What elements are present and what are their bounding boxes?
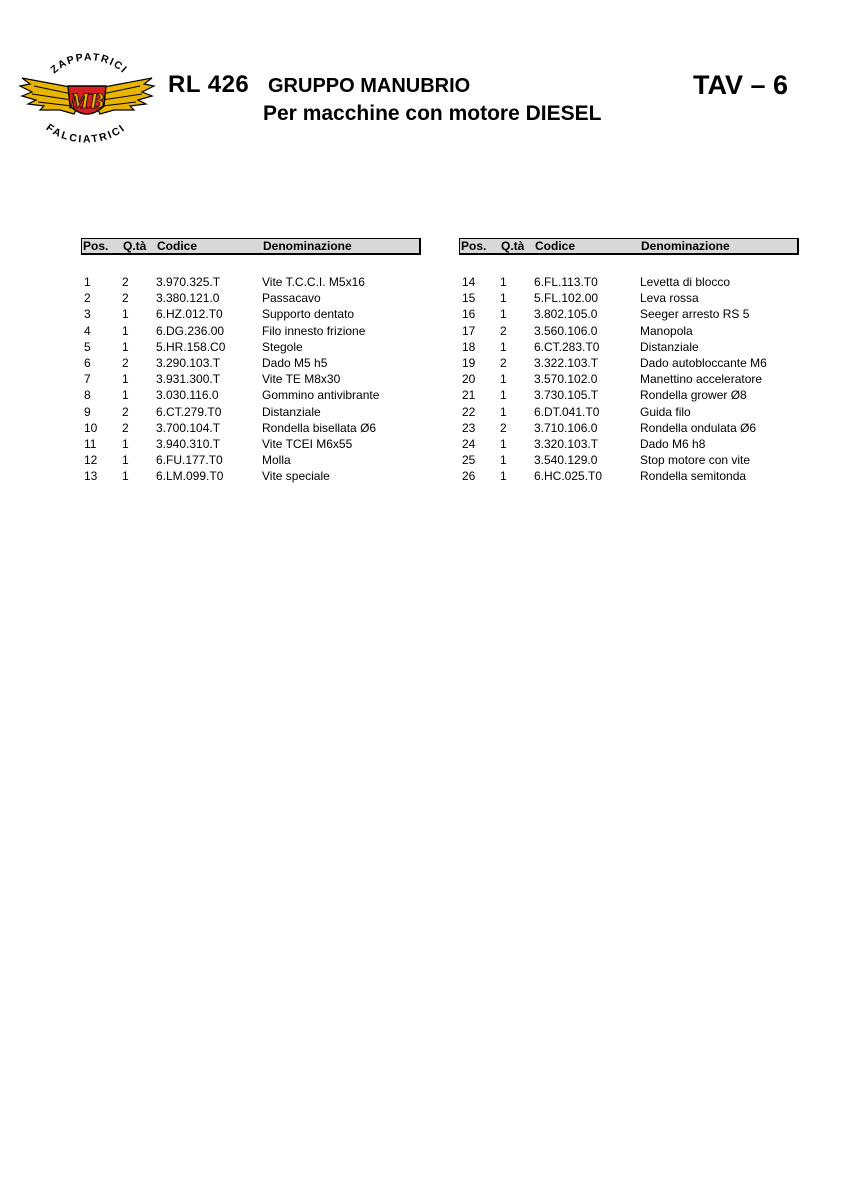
cell-codice: 3.380.121.0: [156, 291, 220, 306]
cell-codice: 6.HC.025.T0: [534, 469, 603, 484]
cell-pos: 23: [462, 420, 476, 435]
cell-pos: 6: [84, 355, 91, 370]
cell-qta: 1: [500, 388, 507, 403]
table-row: [459, 404, 799, 420]
cell-codice: 6.LM.099.T0: [156, 469, 224, 484]
col-pos: Pos.: [83, 239, 109, 253]
cell-qta: 1: [122, 339, 129, 354]
cell-pos: 14: [462, 275, 476, 289]
cell-codice: 3.710.106.0: [534, 420, 598, 435]
cell-denominazione: Dado M6 h8: [640, 436, 706, 451]
cell-qta: 1: [500, 469, 507, 484]
cell-codice: 3.970.325.T: [156, 275, 221, 289]
cell-denominazione: Stop motore con vite: [640, 453, 751, 468]
cell-pos: 16: [462, 307, 476, 322]
cell-pos: 20: [462, 372, 476, 387]
cell-qta: 1: [122, 372, 129, 387]
cell-qta: 1: [500, 339, 507, 354]
table-row: [459, 468, 799, 484]
cell-denominazione: Vite TCEI M6x55: [262, 436, 353, 451]
cell-denominazione: Filo innesto frizione: [262, 323, 366, 338]
cell-qta: 1: [500, 291, 507, 306]
cell-pos: 9: [84, 404, 91, 419]
svg-text:FALCIATRICI: [44, 122, 128, 146]
cell-pos: 1: [84, 275, 91, 289]
cell-pos: 7: [84, 372, 91, 387]
cell-codice: 3.290.103.T: [156, 355, 221, 370]
cell-qta: 1: [122, 307, 129, 322]
table-row: [81, 452, 421, 468]
subtitle: Per macchine con motore DIESEL: [263, 102, 602, 125]
cell-denominazione: Passacavo: [262, 291, 321, 306]
col-qta: Q.tà: [501, 239, 525, 253]
table-row: [459, 436, 799, 452]
cell-codice: 3.931.300.T: [156, 372, 221, 387]
table-row: [81, 306, 421, 322]
cell-pos: 5: [84, 339, 91, 354]
cell-denominazione: Dado autobloccante M6: [640, 355, 767, 370]
cell-denominazione: Distanziale: [640, 339, 699, 354]
cell-codice: 6.FL.113.T0: [534, 275, 598, 289]
table-row: [81, 290, 421, 306]
cell-codice: 5.HR.158.C0: [156, 339, 226, 354]
table-row: [81, 436, 421, 452]
cell-codice: 3.540.129.0: [534, 453, 598, 468]
logo-bottom-text: FALCIATRICI: [43, 121, 129, 146]
cell-codice: 6.DT.041.T0: [534, 404, 600, 419]
cell-qta: 2: [122, 420, 129, 435]
cell-pos: 26: [462, 469, 476, 484]
table-row: [459, 339, 799, 355]
table-row: [81, 468, 421, 484]
table-header: [459, 238, 799, 255]
cell-pos: 11: [84, 436, 97, 451]
cell-codice: 3.320.103.T: [534, 436, 599, 451]
table-body: [81, 274, 421, 484]
cell-pos: 3: [84, 307, 91, 322]
table-row: [459, 452, 799, 468]
cell-qta: 1: [500, 436, 507, 451]
cell-pos: 24: [462, 436, 476, 451]
col-denominazione: Denominazione: [263, 239, 352, 253]
cell-qta: 1: [500, 372, 507, 387]
brand-logo: [14, 48, 160, 154]
cell-denominazione: Vite TE M8x30: [262, 372, 341, 387]
cell-denominazione: Rondella bisellata Ø6: [262, 420, 377, 435]
col-pos: Pos.: [461, 239, 487, 253]
cell-denominazione: Gommino antivibrante: [262, 388, 380, 403]
cell-denominazione: Leva rossa: [640, 291, 699, 306]
cell-qta: 2: [122, 355, 129, 370]
logo-center-text: MB: [69, 88, 105, 113]
cell-codice: 3.802.105.0: [534, 307, 598, 322]
cell-pos: 12: [84, 453, 98, 468]
cell-qta: 1: [122, 436, 129, 451]
parts-table-right: [459, 238, 799, 484]
cell-qta: 2: [500, 420, 507, 435]
cell-qta: 1: [122, 469, 129, 484]
cell-codice: 5.FL.102.00: [534, 291, 599, 306]
logo-top-text: ZAPPATRICI: [48, 51, 130, 77]
table-row: [81, 420, 421, 436]
cell-pos: 15: [462, 291, 476, 306]
cell-qta: 1: [500, 404, 507, 419]
cell-pos: 2: [84, 291, 91, 306]
cell-denominazione: Guida filo: [640, 404, 691, 419]
cell-qta: 2: [500, 323, 507, 338]
cell-qta: 1: [122, 323, 129, 338]
cell-pos: 25: [462, 453, 476, 468]
cell-codice: 6.FU.177.T0: [156, 453, 223, 468]
cell-qta: 2: [500, 355, 507, 370]
table-row: [459, 306, 799, 322]
cell-pos: 8: [84, 388, 91, 403]
cell-denominazione: Manettino acceleratore: [640, 372, 763, 387]
cell-qta: 1: [500, 307, 507, 322]
cell-denominazione: Levetta di blocco: [640, 275, 731, 289]
cell-denominazione: Manopola: [640, 323, 693, 338]
cell-pos: 17: [462, 323, 476, 338]
cell-pos: 21: [462, 388, 476, 403]
svg-text:ZAPPATRICI: [48, 51, 129, 76]
table-row: [81, 323, 421, 339]
table-row: [81, 355, 421, 371]
cell-codice: 3.560.106.0: [534, 323, 598, 338]
table-body: [459, 274, 799, 484]
table-row: [459, 420, 799, 436]
cell-denominazione: Vite T.C.C.I. M5x16: [262, 275, 365, 289]
cell-qta: 1: [122, 453, 129, 468]
table-row: [459, 387, 799, 403]
cell-pos: 22: [462, 404, 476, 419]
cell-pos: 4: [84, 323, 91, 338]
cell-denominazione: Rondella grower Ø8: [640, 388, 747, 403]
cell-qta: 1: [500, 453, 507, 468]
cell-pos: 10: [84, 420, 98, 435]
cell-denominazione: Molla: [262, 453, 291, 468]
table-row: [459, 274, 799, 290]
col-codice: Codice: [157, 239, 198, 253]
parts-table-left: [81, 238, 421, 484]
table-row: [81, 387, 421, 403]
cell-denominazione: Rondella ondulata Ø6: [640, 420, 757, 435]
cell-qta: 1: [500, 275, 507, 289]
cell-qta: 2: [122, 291, 129, 306]
cell-codice: 6.HZ.012.T0: [156, 307, 223, 322]
cell-codice: 3.940.310.T: [156, 436, 221, 451]
table-header: [81, 238, 421, 255]
cell-qta: 2: [122, 404, 129, 419]
table-row: [459, 323, 799, 339]
table-row: [459, 371, 799, 387]
table-row: [81, 371, 421, 387]
table-row: [459, 290, 799, 306]
cell-qta: 1: [122, 388, 129, 403]
cell-denominazione: Supporto dentato: [262, 307, 355, 322]
cell-codice: 6.CT.283.T0: [534, 339, 600, 354]
col-denominazione: Denominazione: [641, 239, 730, 253]
cell-codice: 6.CT.279.T0: [156, 404, 222, 419]
cell-pos: 13: [84, 469, 98, 484]
cell-codice: 3.700.104.T: [156, 420, 221, 435]
cell-codice: 6.DG.236.00: [156, 323, 225, 338]
table-row: [81, 274, 421, 290]
model-code: RL 426: [168, 71, 250, 98]
cell-codice: 3.322.103.T: [534, 355, 599, 370]
col-qta: Q.tà: [123, 239, 147, 253]
cell-denominazione: Distanziale: [262, 404, 321, 419]
cell-codice: 3.030.116.0: [156, 388, 219, 403]
cell-pos: 18: [462, 339, 476, 354]
table-row: [81, 404, 421, 420]
group-title: GRUPPO MANUBRIO: [268, 75, 471, 97]
cell-codice: 3.730.105.T: [534, 388, 599, 403]
table-row: [459, 355, 799, 371]
cell-denominazione: Seeger arresto RS 5: [640, 307, 750, 322]
table-reference: TAV – 6: [692, 70, 788, 100]
cell-codice: 3.570.102.0: [534, 372, 598, 387]
cell-qta: 2: [122, 275, 129, 289]
cell-denominazione: Rondella semitonda: [640, 469, 747, 484]
table-row: [81, 339, 421, 355]
cell-denominazione: Dado M5 h5: [262, 355, 328, 370]
cell-pos: 19: [462, 355, 476, 370]
col-codice: Codice: [535, 239, 576, 253]
cell-denominazione: Vite speciale: [262, 469, 330, 484]
cell-denominazione: Stegole: [262, 339, 303, 354]
